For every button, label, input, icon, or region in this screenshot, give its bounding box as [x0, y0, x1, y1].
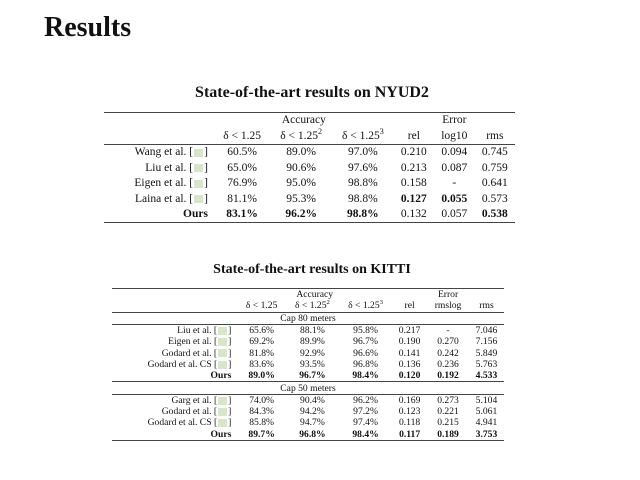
value-cell: 0.087: [441, 161, 468, 174]
citation-bracket: ]: [204, 146, 208, 159]
method-name: Liu et al. [: [145, 161, 194, 174]
method-cell: [104, 160, 214, 175]
kitti-table-body: [112, 312, 504, 440]
value-cell: 5.104: [475, 394, 498, 406]
method-name: Wang et al. [: [134, 146, 194, 159]
column-header: log10: [441, 130, 468, 143]
table-row: [104, 191, 515, 206]
method-cell: [112, 429, 237, 441]
citation-highlight: [218, 397, 227, 405]
value-cell: 98.8%: [348, 192, 378, 205]
citation-highlight: [194, 149, 203, 157]
value-cell: 0.169: [398, 394, 421, 406]
value-cell: 96.8%: [353, 358, 378, 370]
value-cell: 98.8%: [348, 177, 378, 190]
value-cell: 0.117: [399, 428, 421, 440]
table-row: [112, 359, 504, 370]
citation-bracket: ]: [228, 358, 232, 370]
value-cell: 94.7%: [300, 417, 325, 429]
table-column-header-row: [104, 128, 515, 144]
accuracy-group-label: Accuracy: [281, 113, 326, 126]
citation-highlight: [218, 338, 227, 346]
value-cell: 4.941: [475, 417, 498, 429]
value-cell: 5.763: [475, 358, 498, 370]
value-cell: 97.4%: [353, 417, 378, 429]
method-name: Liu et al. [: [177, 325, 218, 337]
value-cell: 0.190: [398, 336, 421, 348]
table-row: [112, 406, 504, 417]
method-cell: [112, 359, 237, 370]
column-header: rms: [486, 130, 504, 143]
value-cell: -: [452, 177, 457, 190]
value-cell: 96.7%: [299, 370, 326, 382]
value-cell: 5.061: [475, 406, 498, 418]
value-cell: 95.3%: [286, 192, 316, 205]
method-name: Godard et al. CS [: [147, 417, 218, 429]
value-cell: 90.6%: [286, 161, 316, 174]
value-cell: 88.1%: [300, 325, 325, 337]
value-cell: 0.136: [398, 358, 421, 370]
method-name: Ours: [183, 208, 208, 221]
value-cell: 0.210: [394, 144, 434, 160]
value-cell: 76.9%: [227, 177, 257, 190]
kitti-table-title: State-of-the-art results on KITTI: [213, 262, 411, 277]
value-cell: 5.849: [475, 347, 498, 359]
method-cell: [104, 144, 214, 160]
citation-bracket: ]: [228, 325, 232, 337]
citation-bracket: ]: [204, 192, 208, 205]
value-cell: 0.123: [398, 406, 421, 418]
value-cell: 96.2%: [353, 394, 378, 406]
citation-bracket: ]: [228, 336, 232, 348]
value-cell: 4.533: [475, 370, 498, 382]
method-cell: [104, 191, 214, 206]
method-cell: [112, 370, 237, 382]
value-cell: 93.5%: [300, 358, 325, 370]
value-cell: 0.189: [437, 428, 459, 440]
value-cell: 0.641: [481, 177, 508, 190]
value-cell: 0.270: [437, 336, 459, 348]
table-row: [112, 429, 504, 441]
table-row: [112, 394, 504, 406]
column-header: rms: [479, 300, 494, 312]
value-cell: 0.158: [400, 177, 427, 190]
value-cell: 0.221: [437, 406, 459, 418]
citation-bracket: ]: [228, 394, 232, 406]
nyud2-table-body: [104, 144, 515, 222]
value-cell: 81.8%: [249, 347, 274, 359]
value-cell: 0.217: [398, 325, 421, 337]
method-cell: [104, 206, 214, 222]
method-name: Ours: [210, 370, 232, 382]
value-cell: 0.538: [481, 208, 508, 221]
value-cell: 0.118: [398, 417, 421, 429]
citation-highlight: [218, 349, 227, 357]
value-cell: 98.8%: [347, 208, 379, 221]
citation-bracket: ]: [228, 417, 232, 429]
value-cell: 0.132: [400, 208, 427, 221]
value-cell: 0.759: [481, 161, 508, 174]
value-cell: 96.8%: [299, 428, 326, 440]
value-cell: 90.4%: [300, 394, 325, 406]
value-cell: 7.156: [475, 336, 498, 348]
citation-bracket: ]: [204, 177, 208, 190]
method-cell: [112, 394, 237, 406]
section-header-row: [112, 312, 504, 324]
value-cell: 97.2%: [353, 406, 378, 418]
column-header: δ < 1.25: [245, 300, 278, 312]
table-group-header-row: [104, 113, 515, 129]
value-cell: 0.215: [437, 417, 459, 429]
value-cell: 98.4%: [352, 370, 379, 382]
method-cell: [112, 347, 237, 358]
citation-highlight: [194, 164, 203, 172]
method-name: Godard et al. CS [: [147, 358, 218, 370]
method-name: Godard et al. [: [161, 347, 218, 359]
value-cell: 95.0%: [286, 177, 316, 190]
value-cell: 7.046: [475, 325, 498, 337]
value-cell: 69.2%: [249, 336, 274, 348]
value-cell: 0.141: [398, 347, 421, 359]
value-cell: 83.1%: [226, 208, 258, 221]
table-row: [104, 144, 515, 160]
value-cell: 98.4%: [352, 428, 379, 440]
value-cell: 89.0%: [270, 144, 332, 160]
table-row: [112, 324, 504, 336]
value-cell: 0.213: [400, 161, 427, 174]
value-cell: 60.5%: [214, 144, 270, 160]
error-group-label: Error: [442, 113, 467, 126]
section-header-row: [112, 382, 504, 394]
table-row: [104, 176, 515, 191]
column-header: rel: [407, 130, 420, 143]
value-cell: -: [446, 325, 450, 337]
column-header: $\delta < 1.25^3$: [348, 299, 383, 312]
column-header: δ < 1.25: [223, 130, 261, 143]
method-name: Godard et al. [: [161, 406, 218, 418]
value-cell: 65.6%: [249, 325, 274, 337]
table-column-header-row: [112, 300, 504, 312]
value-cell: 89.0%: [248, 370, 275, 382]
value-cell: 0.273: [437, 394, 459, 406]
citation-highlight: [194, 180, 203, 188]
value-cell: 0.127: [400, 192, 427, 205]
table-row: [112, 370, 504, 382]
table-row: [112, 417, 504, 428]
method-name: Laina et al. [: [135, 192, 194, 205]
method-cell: [112, 406, 237, 417]
nyud2-table-title: State-of-the-art results on NYUD2: [195, 84, 429, 101]
citation-highlight: [218, 361, 227, 369]
table-row: [112, 347, 504, 358]
value-cell: 94.2%: [300, 406, 325, 418]
value-cell: 0.745: [475, 144, 515, 160]
citation-bracket: ]: [228, 406, 232, 418]
citation-highlight: [194, 195, 203, 203]
value-cell: 0.057: [441, 208, 468, 221]
method-name: Eigen et al. [: [168, 336, 218, 348]
value-cell: 84.3%: [249, 406, 274, 418]
value-cell: 85.8%: [249, 417, 274, 429]
value-cell: 0.242: [437, 347, 459, 359]
value-cell: 95.8%: [353, 325, 378, 337]
value-cell: 96.7%: [353, 336, 378, 348]
method-cell: [112, 417, 237, 428]
value-cell: 0.120: [398, 370, 421, 382]
nyud2-results-table: [104, 112, 515, 223]
table-row: [112, 336, 504, 347]
method-cell: [104, 176, 214, 191]
column-header: $\delta < 1.25^3$: [341, 127, 384, 143]
citation-highlight: [218, 327, 227, 335]
value-cell: 0.573: [481, 192, 508, 205]
citation-highlight: [218, 419, 227, 427]
value-cell: 89.9%: [300, 336, 325, 348]
method-name: Garg et al. [: [171, 394, 218, 406]
value-cell: 0.055: [441, 192, 468, 205]
value-cell: 65.0%: [227, 161, 257, 174]
table-row: [104, 160, 515, 175]
slide-title: Results: [44, 12, 132, 43]
section-label: Cap 50 meters: [112, 382, 504, 394]
method-name: Ours: [210, 428, 232, 440]
value-cell: 0.236: [437, 358, 459, 370]
value-cell: 92.9%: [300, 347, 325, 359]
value-cell: 83.6%: [249, 358, 274, 370]
section-label: Cap 80 meters: [112, 312, 504, 324]
value-cell: 0.192: [437, 370, 459, 382]
citation-highlight: [218, 408, 227, 416]
accuracy-group-label: Accuracy: [296, 288, 334, 300]
value-cell: 97.0%: [332, 144, 394, 160]
value-cell: 81.1%: [227, 192, 257, 205]
citation-bracket: ]: [204, 161, 208, 174]
citation-bracket: ]: [228, 347, 232, 359]
kitti-results-table: [112, 288, 504, 441]
column-header: $\delta < 1.25^2$: [294, 299, 330, 312]
method-name: Eigen et al. [: [134, 177, 194, 190]
value-cell: 89.7%: [248, 428, 275, 440]
table-group-header-row: [112, 289, 504, 301]
value-cell: 3.753: [475, 428, 498, 440]
method-cell: [112, 336, 237, 347]
value-cell: 97.6%: [348, 161, 378, 174]
value-cell: 0.094: [434, 144, 475, 160]
value-cell: 96.6%: [353, 347, 378, 359]
table-row: [104, 206, 515, 222]
column-header: $\delta < 1.25^2$: [280, 127, 323, 143]
value-cell: 96.2%: [285, 208, 317, 221]
column-header: rmslog: [434, 300, 462, 312]
column-header: rel: [404, 300, 415, 312]
error-group-label: Error: [437, 288, 459, 300]
method-cell: [112, 324, 237, 336]
value-cell: 74.0%: [249, 394, 274, 406]
